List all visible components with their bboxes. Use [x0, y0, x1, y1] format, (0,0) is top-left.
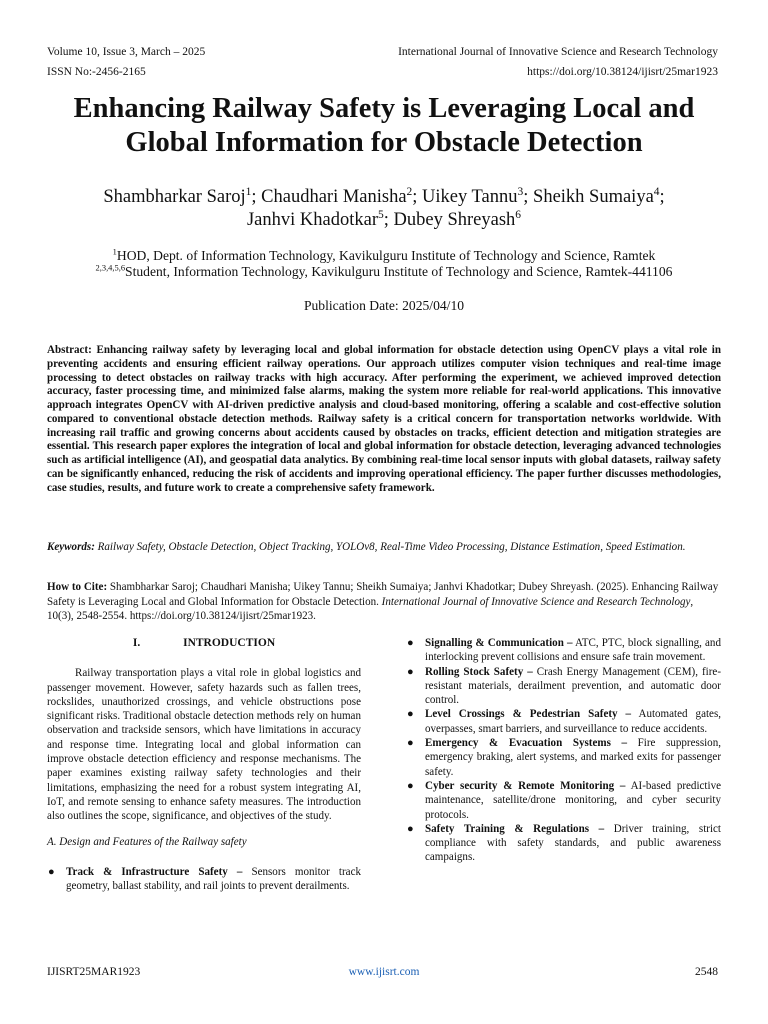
list-item — [406, 822, 721, 865]
author-line-2: Janhvi Khadotkar$^5$; Dubey Shreyash$^6$ — [246, 208, 522, 230]
doi-link[interactable]: https://doi.org/10.38124/ijisrt/25mar1923 — [527, 66, 718, 78]
footer-page-number: 2548 — [695, 966, 718, 978]
footer-paper-id: IJISRT25MAR1923 — [47, 966, 141, 978]
bullet-text: Driver training, strict compliance with safety standards, and public awareness campaigns. — [425, 822, 721, 864]
title-line-1: Enhancing Railway Safety is Leveraging Local and — [73, 93, 695, 124]
how-to-cite-label: How to Cite: — [47, 581, 108, 593]
bullet-term: Cyber security & Remote Monitoring – — [425, 779, 626, 792]
how-to-cite — [47, 580, 721, 624]
bullet-text: ATC, PTC, block signalling, and interlocking prevent collisions and ensure safe train movement. — [425, 637, 721, 664]
list-item — [406, 779, 721, 822]
section-number: I. — [132, 637, 141, 649]
citation-text: Shambharkar Saroj; Chaudhari Manisha; Uikey Tannu; Sheikh Sumaiya; Janhvi Khadotkar; Dubey Shreyash. (2025). Enhancing Railway Safety is Leveraging Local and Global Information for Obstacle Detection. — [47, 581, 719, 608]
bullet-term: Emergency & Evacuation Systems – — [425, 737, 628, 750]
list-item — [406, 636, 721, 665]
list-item — [47, 865, 361, 894]
bullet-text: Automated gates, overpasses, smart barriers, and surveillance to reduce accidents. — [425, 708, 722, 735]
bullet-term: Level Crossings & Pedestrian Safety – — [425, 708, 632, 721]
abstract: Abstract: Enhancing railway safety by leveraging local and global information for obstacle detection using OpenCV plays a vital role in preventing accidents and ensuring efficient railway operations. Our approach utilizes computer vision techniques and real-time image processing to detect obstacles on railway tracks with high accuracy. After performing the experiment, we achieved improved detection accuracy, faster processing time, and minimized false alarms, making the system more reliable for real-world applications. This innovative approach integrates OpenCV with AI-driven predictive analysis and cloud-based monitoring, offering a scalable and cost-effective solution compared to conventional obstacle detection methods. Railway safety is a critical concern for transportation networks worldwide. With increasing rail traffic and growing concerns about accidents caused by obstacles on tracks, efficient detection and mitigation strategies are essential. This research paper explores the integration of local and global information for obstacle detection, leveraging advanced technologies such as artificial intelligence (AI), and geospatial data analytics. By combining real-time local sensor inputs with global datasets, railway safety can be significantly enhanced, reducing the risk of accidents and improving operational efficiency. The paper further discusses methodologies, case studies, results, and future work to create a comprehensive safety framework. — [47, 344, 721, 494]
citation-journal: International Journal of Innovative Science and Research Technology — [381, 595, 691, 608]
bullet-icon: ● — [407, 779, 414, 792]
affiliation-1: $^1$HOD, Dept. of Information Technology, Kavikulguru Institute of Technology and Science, Ramtek — [112, 246, 656, 263]
list-item — [406, 707, 721, 736]
left-column — [47, 636, 361, 893]
author-5: Janhvi Khadotkar — [246, 210, 378, 230]
bullet-icon: ● — [407, 665, 414, 678]
author-1: Shambharkar Saroj — [103, 187, 246, 207]
bullet-icon: ● — [407, 637, 414, 649]
bullet-list-right — [406, 636, 721, 865]
journal-name: International Journal of Innovative Science and Research Technology — [398, 46, 718, 58]
intro-paragraph: Railway transportation plays a vital role in global logistics and passenger movement. However, safety hazards such as fallen trees, rockslides, unauthorized crossings, and vehicle obstructions pose significant risks. Traditional obstacle detection methods rely on human observation and trackside sensors, which have limitations in accuracy and response time. Integrating local and global information can improve obstacle detection efficiency and response mechanisms. The paper examines existing railway safety technologies and their limitations, emphasizing the need for a robust system integrating AI, IoT, and remote sensing to enhance safety measures. The introduction also outlines the scope, significance, and objectives of the study. — [47, 667, 361, 823]
list-item — [406, 736, 721, 779]
subsection-heading: A. Design and Features of the Railway safety — [47, 835, 247, 848]
paper-title — [30, 92, 738, 160]
bullet-icon: ● — [407, 822, 414, 835]
author-6: Dubey Shreyash — [393, 210, 516, 230]
author-3: Uikey Tannu — [422, 187, 518, 207]
issn-info: ISSN No:-2456-2165 — [47, 66, 146, 78]
bullet-term: Signalling & Communication – — [425, 637, 573, 649]
bullet-text: Crash Energy Management (CEM), fire-resistant materials, derailment prevention, and automatic door control. — [425, 665, 722, 707]
bullet-list-left — [47, 865, 361, 894]
citation-details: , 10(3), 2548-2554. https://doi.org/10.38124/ijisrt/25mar1923. — [47, 595, 694, 623]
title-line-2: Global Information for Obstacle Detection — [125, 127, 643, 158]
bullet-text: AI-based predictive maintenance, satellite/drone monitoring, and cyber security protocols. — [425, 779, 721, 821]
keywords-label: Keywords: — [47, 541, 95, 553]
bullet-icon: ● — [48, 865, 55, 878]
volume-info: Volume 10, Issue 3, March – 2025 — [47, 46, 206, 58]
right-column — [406, 636, 721, 865]
affiliations — [30, 248, 738, 280]
bullet-text: Fire suppression, emergency braking, alert systems, and marked exits for passenger safety. — [425, 737, 721, 778]
bullet-icon: ● — [407, 708, 414, 721]
keywords — [47, 540, 721, 555]
bullet-icon: ● — [407, 737, 414, 750]
bullet-term: Safety Training & Regulations – — [425, 822, 605, 835]
bullet-term: Track & Infrastructure Safety – — [66, 865, 243, 878]
bullet-term: Rolling Stock Safety – — [425, 665, 533, 678]
footer-website-link[interactable]: www.ijisrt.com — [348, 966, 420, 978]
list-item — [406, 665, 721, 708]
affiliation-2: $^{2,3,4,5,6}$Student, Information Technology, Kavikulguru Institute of Technology and Science, Ramtek-441106 — [95, 262, 673, 279]
author-line-1: Shambharkar Saroj$^1$; Chaudhari Manisha$^2$; Uikey Tannu$^3$; Sheikh Sumaiya$^4$; — [103, 185, 665, 207]
author-4: Sheikh Sumaiya — [533, 187, 654, 207]
author-list — [30, 186, 738, 232]
header-left — [47, 42, 205, 82]
publication-date: Publication Date: 2025/04/10 — [303, 298, 465, 313]
header-right — [398, 42, 718, 82]
keywords-text: Railway Safety, Obstacle Detection, Object Tracking, YOLOv8, Real-Time Video Processing, Distance Estimation, Speed Estimation. — [97, 541, 686, 553]
section-heading — [47, 636, 361, 650]
bullet-text: Sensors monitor track geometry, ballast stability, and rail joints to prevent derailments. — [66, 865, 361, 893]
section-title: INTRODUCTION — [183, 637, 276, 649]
author-2: Chaudhari Manisha — [261, 187, 407, 207]
